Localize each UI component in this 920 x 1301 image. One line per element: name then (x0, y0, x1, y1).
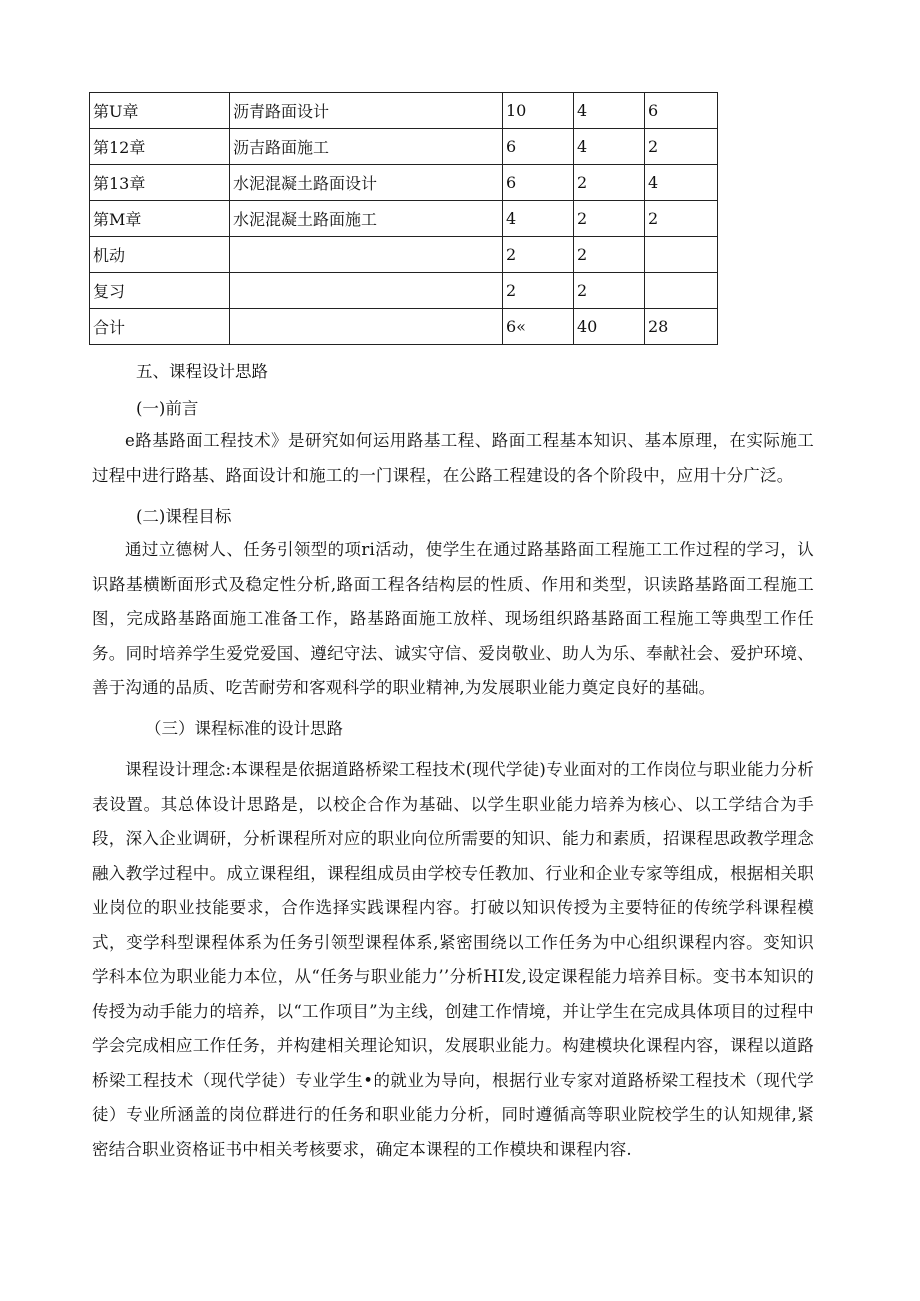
total-hours-cell: 2 (503, 273, 574, 309)
theory-hours-cell: 2 (574, 201, 645, 237)
theory-hours-cell: 4 (574, 93, 645, 129)
subsection-heading-preface: (一)前言 (136, 399, 199, 418)
theory-hours-cell: 4 (574, 129, 645, 165)
design-paragraph: 课程设计理念:本课程是依据道路桥梁工程技术(现代学徒)专业面对的工作岗位与职业能力分析表设置。其总体设计思路是，以校企合作为基础、以学生职业能力培养为核心、以工学结合为手段，深入企业调研，分析课程所对应的职业向位所需要的知识、能力和素质，招课程思政教学理念融入教学过程中。成立课程组，课程组成员由学校专任教加、行业和企业专家等组成，根据相关职业岗位的职业技能要求，合作选择实践课程内容。打破以知识传授为主要特征的传统学科课程模式，变学科型课程体系为任务引领型课程体系,紧密围绕以工作任务为中心组织课程内容。变知识学科本位为职业能力本位，从“任务与职业能力’’分析HI发,设定课程能力培养目标。变书本知识的传授为动手能力的培养，以“工作项目”为主线，创建工作情境，并让学生在完成具体项目的过程中学会完成相应工作任务，并构建相关理论知识，发展职业能力。构建模块化课程内容，课程以道路桥梁工程技术（现代学徒）专业学生•的就业为导向，根据行业专家对道路桥梁工程技术（现代学徒）专业所涵盖的岗位群进行的任务和职业能力分析，同时遵循高等职业院校学生的认知规律,紧密结合职业资格证书中相关考核要求，确定本课程的工作模块和课程内容. (92, 760, 814, 1159)
topic-cell (230, 309, 503, 345)
section-heading: 五、课程设计思路 (136, 362, 268, 381)
chapter-cell: 第M章 (90, 201, 230, 237)
topic-cell: 沥吉路面施工 (230, 129, 503, 165)
theory-hours-cell: 2 (574, 237, 645, 273)
chapter-cell: 合计 (90, 309, 230, 345)
theory-hours-cell: 2 (574, 165, 645, 201)
table-row (90, 93, 718, 129)
table-row (90, 237, 718, 273)
table-row (90, 201, 718, 237)
table-row-total (90, 309, 718, 345)
total-hours-cell: 10 (503, 93, 574, 129)
practice-hours-cell: 2 (645, 129, 718, 165)
table-row (90, 273, 718, 309)
practice-hours-cell (645, 237, 718, 273)
topic-cell: 沥青路面设计 (230, 93, 503, 129)
practice-hours-cell (645, 273, 718, 309)
total-hours-cell: 2 (503, 237, 574, 273)
preface-paragraph: e路基路面工程技术》是研究如何运用路基工程、路面工程基本知识、基本原理，在实际施工过程中进行路基、路面设计和施工的一门课程，在公路工程建设的各个阶段中，应用十分广泛。 (92, 431, 814, 485)
theory-hours-cell: 2 (574, 273, 645, 309)
chapter-cell: 第U章 (90, 93, 230, 129)
practice-hours-cell: 28 (645, 309, 718, 345)
chapter-cell: 复习 (90, 273, 230, 309)
total-hours-cell: 4 (503, 201, 574, 237)
topic-cell (230, 237, 503, 273)
practice-hours-cell: 6 (645, 93, 718, 129)
subsection-heading-design: （三）课程标准的设计思路 (145, 719, 343, 738)
topic-cell: 水泥混凝土路面设计 (230, 165, 503, 201)
table-row (90, 129, 718, 165)
practice-hours-cell: 2 (645, 201, 718, 237)
subsection-heading-objectives: (二)课程目标 (136, 507, 232, 526)
total-hours-cell: 6 (503, 129, 574, 165)
objectives-paragraph: 通过立德树人、任务引领型的项ri活动，使学生在通过路基路面工程施工工作过程的学习，认识路基横断面形式及稳定性分析,路面工程各结构层的性质、作用和类型，识读路基路面工程施工图，完成路基路面施工准备工作，路基路面施工放样、现场组织路基路面工程施工等典型工作任务。同时培养学生爱党爱国、遵纪守法、诚实守信、爱岗敬业、助人为乐、奉献社会、爱护环境、善于沟通的品质、吃苦耐劳和客观科学的职业精神,为发展职业能力奠定良好的基础。 (92, 540, 814, 697)
topic-cell: 水泥混凝土路面施工 (230, 201, 503, 237)
chapter-cell: 第13章 (90, 165, 230, 201)
table-row (90, 165, 718, 201)
practice-hours-cell: 4 (645, 165, 718, 201)
chapter-cell: 机动 (90, 237, 230, 273)
course-hours-table (89, 92, 718, 345)
theory-hours-cell: 40 (574, 309, 645, 345)
topic-cell (230, 273, 503, 309)
total-hours-cell: 6« (503, 309, 574, 345)
total-hours-cell: 6 (503, 165, 574, 201)
chapter-cell: 第12章 (90, 129, 230, 165)
